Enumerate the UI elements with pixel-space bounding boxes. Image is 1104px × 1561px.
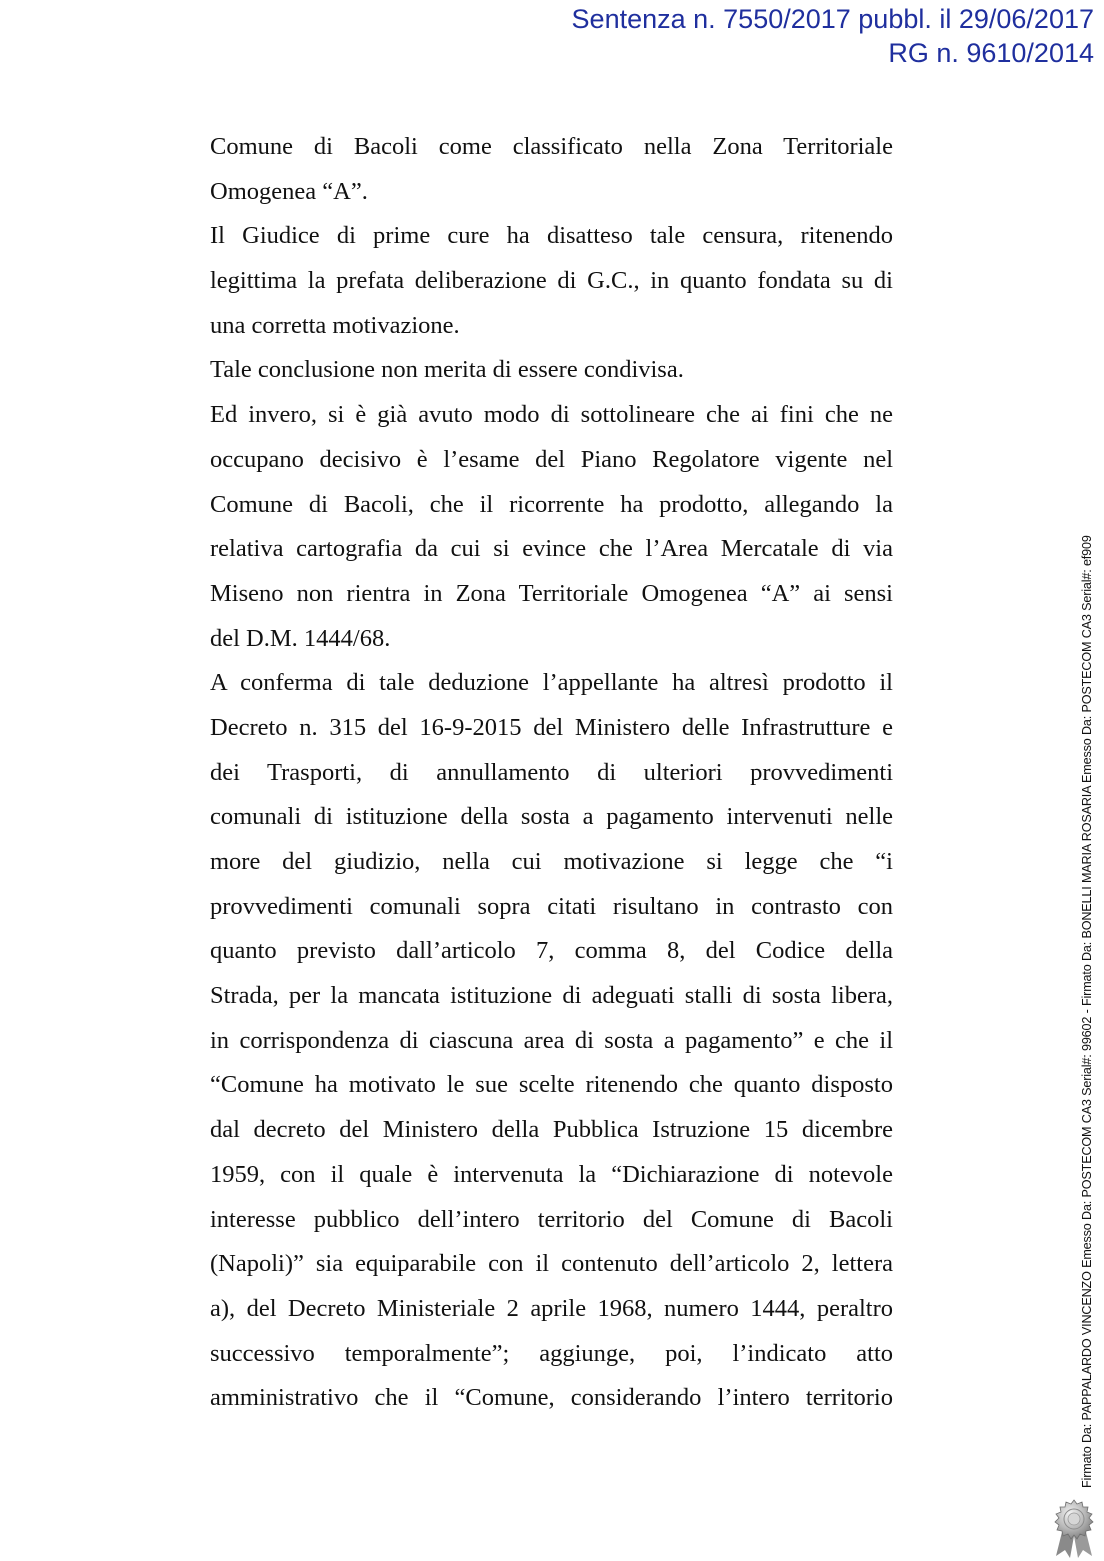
text-line: dei Trasporti, di annullamento di ulteriori provvedimenti bbox=[210, 758, 893, 786]
seal-icon bbox=[1048, 1498, 1100, 1558]
header-stamp bbox=[572, 2, 1094, 70]
text-line: Il Giudice di prime cure ha disatteso tale censura, ritenendo bbox=[210, 222, 893, 250]
text-line: interesse pubblico dell’intero territorio del Comune di Bacoli bbox=[210, 1205, 893, 1233]
text-line: successivo temporalmente”; aggiunge, poi, l’indicato atto bbox=[210, 1339, 893, 1367]
text-line: Ed invero, si è già avuto modo di sottolineare che ai fini che ne bbox=[210, 401, 893, 429]
rg-number: RG n. 9610/2014 bbox=[888, 38, 1094, 68]
text-line: comunali di istituzione della sosta a pagamento intervenuti nelle bbox=[210, 803, 893, 831]
text-line: relativa cartografia da cui si evince che l’Area Mercatale di via bbox=[210, 535, 893, 563]
text-line: dal decreto del Ministero della Pubblica Istruzione 15 dicembre bbox=[210, 1116, 893, 1144]
text-line: Tale conclusione non merita di essere condivisa. bbox=[210, 356, 684, 384]
text-line: Comune di Bacoli, che il ricorrente ha prodotto, allegando la bbox=[210, 490, 893, 518]
text-line: a), del Decreto Ministeriale 2 aprile 1968, numero 1444, peraltro bbox=[210, 1294, 893, 1322]
text-line: “Comune ha motivato le sue scelte ritenendo che quanto disposto bbox=[210, 1071, 893, 1099]
text-line: quanto previsto dall’articolo 7, comma 8, del Codice della bbox=[210, 937, 893, 965]
body-text bbox=[210, 125, 893, 1421]
text-line: provvedimenti comunali sopra citati risultano in contrasto con bbox=[210, 892, 893, 920]
digital-signature-strip: Firmato Da: PAPPALARDO VINCENZO Emesso Da: POSTECOM CA3 Serial#: 99602 - Firmato Da: BONELLI MARIA ROSARIA Emesso Da: POSTECOM CA3 Serial#: ef909 bbox=[1080, 535, 1094, 1488]
text-line: Decreto n. 315 del 16-9-2015 del Ministero delle Infrastrutture e bbox=[210, 713, 893, 741]
text-line: legittima la prefata deliberazione di G.C., in quanto fondata su di bbox=[210, 267, 893, 295]
text-line: Strada, per la mancata istituzione di adeguati stalli di sosta libera, bbox=[210, 982, 893, 1010]
sentenza-number: Sentenza n. 7550/2017 pubbl. il 29/06/2017 bbox=[571, 4, 1094, 34]
text-line: in corrispondenza di ciascuna area di sosta a pagamento” e che il bbox=[210, 1026, 893, 1054]
text-line: occupano decisivo è l’esame del Piano Regolatore vigente nel bbox=[210, 445, 893, 473]
text-line: amministrativo che il “Comune, considerando l’intero territorio bbox=[210, 1384, 893, 1412]
text-line: Omogenea “A”. bbox=[210, 177, 368, 205]
text-line: more del giudizio, nella cui motivazione si legge che “i bbox=[210, 848, 893, 875]
text-line: Miseno non rientra in Zona Territoriale Omogenea “A” ai sensi bbox=[210, 579, 893, 607]
text-line: Comune di Bacoli come classificato nella Zona Territoriale bbox=[210, 133, 893, 160]
text-line: del D.M. 1444/68. bbox=[210, 624, 391, 652]
text-line: (Napoli)” sia equiparabile con il contenuto dell’articolo 2, lettera bbox=[210, 1250, 893, 1278]
text-line: una corretta motivazione. bbox=[210, 311, 460, 339]
text-line: 1959, con il quale è intervenuta la “Dichiarazione di notevole bbox=[210, 1160, 893, 1188]
text-line: A conferma di tale deduzione l’appellante ha altresì prodotto il bbox=[210, 669, 893, 697]
